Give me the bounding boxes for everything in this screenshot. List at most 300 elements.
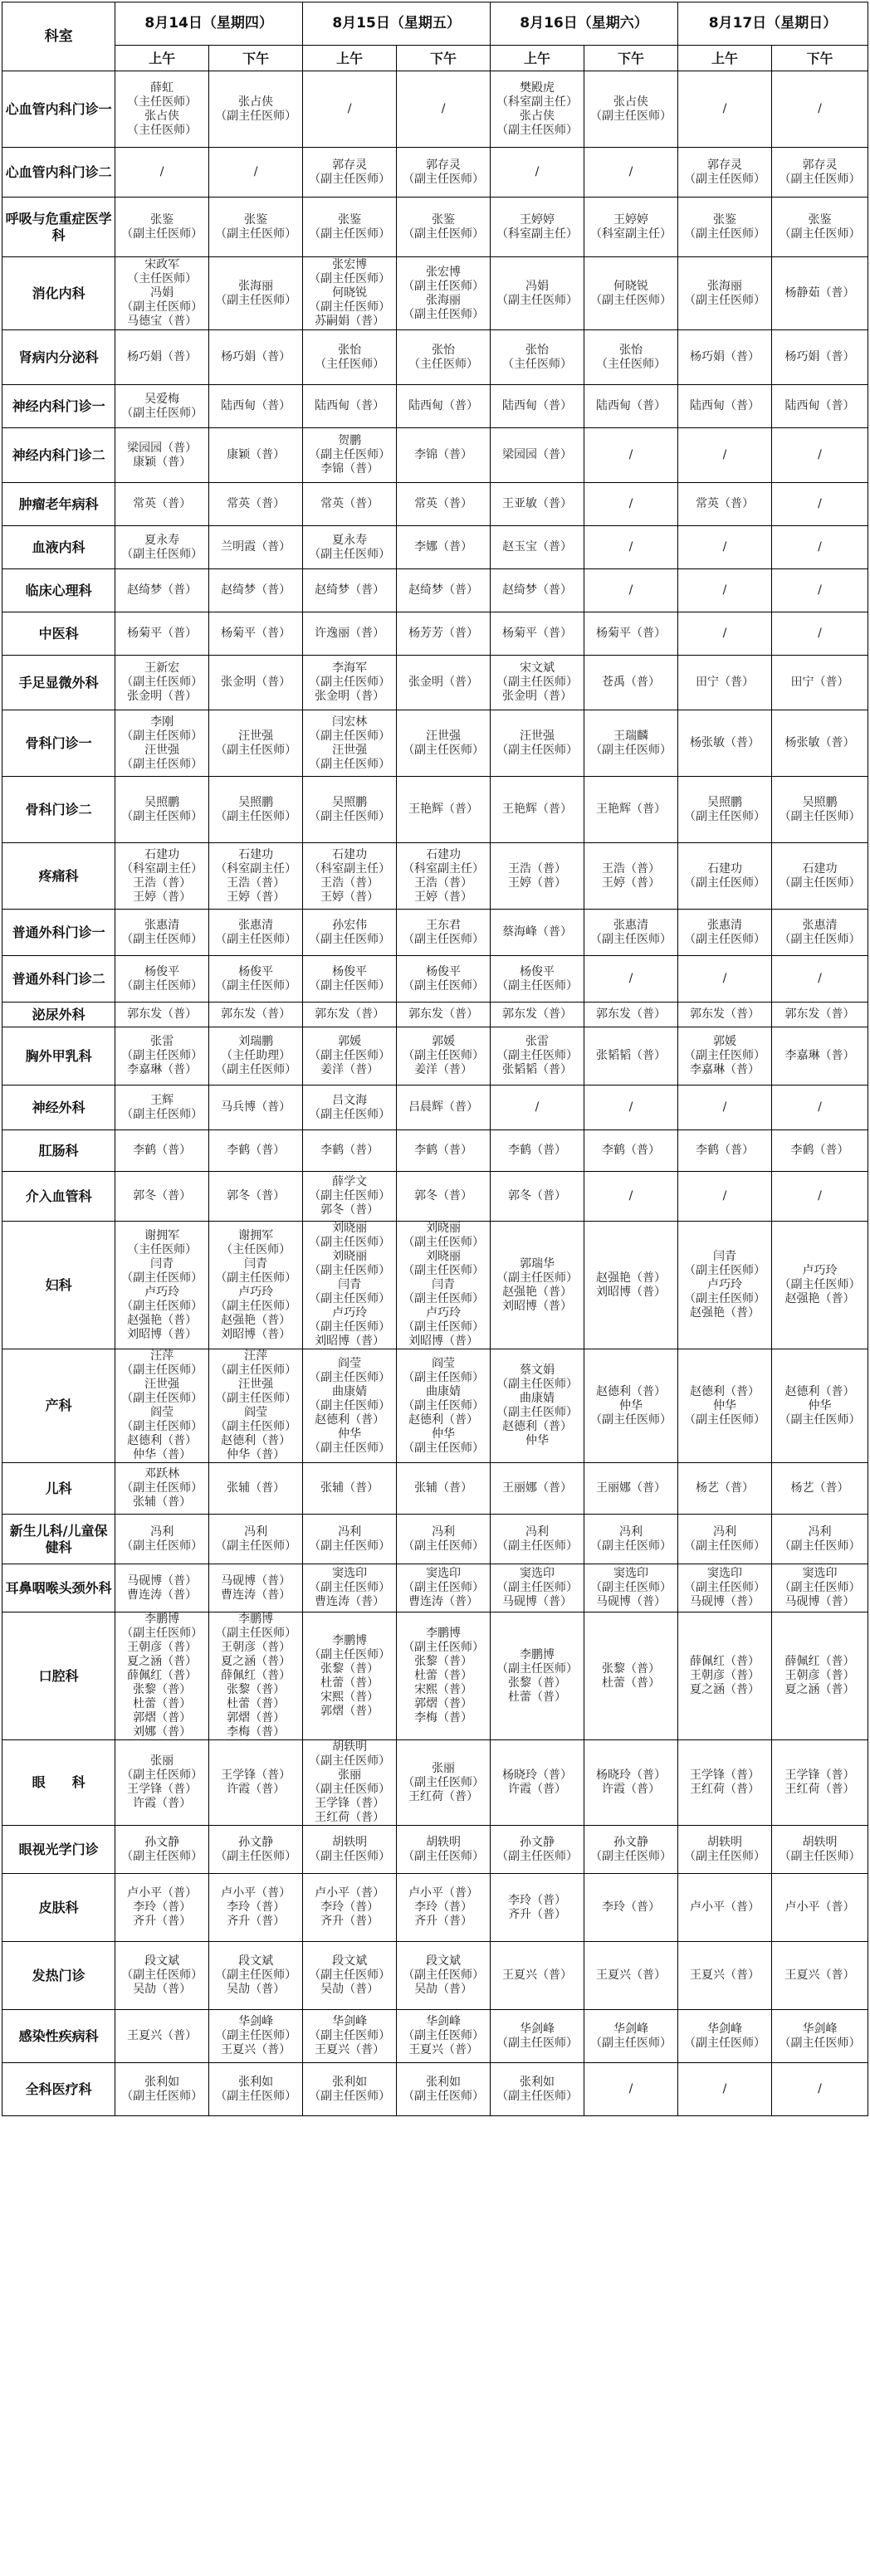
schedule-cell (115, 1349, 209, 1463)
schedule-cell: 王夏兴（普） (677, 1942, 771, 2010)
schedule-body (2, 71, 868, 2116)
cell-line: 段文斌 (426, 1954, 462, 1968)
schedule-cell: 田宁（普） (771, 656, 868, 710)
cell-line: 齐升（普） (414, 1915, 473, 1928)
schedule-cell: 杨艺（普） (677, 1463, 771, 1515)
schedule-cell (491, 2063, 584, 2116)
cell-line: 李玲（普） (320, 1900, 379, 1914)
cell-line: 马德宝（普） (127, 315, 198, 328)
schedule-cell (303, 2063, 397, 2116)
cell-line: （副主任医师） (590, 932, 672, 946)
cell-line: 卢小平（普） (315, 1886, 385, 1900)
schedule-cell: 郭东发（普） (584, 1003, 678, 1027)
cell-line: 阎莹 (244, 1406, 268, 1419)
cell-line: 曹连涛（普） (221, 1588, 291, 1602)
cell-line: （副主任医师） (215, 1969, 297, 1982)
schedule-cell (584, 843, 678, 910)
cell-line: 刘瑞鹏 (238, 1035, 274, 1048)
schedule-cell: 杨菊平（普） (209, 612, 303, 656)
cell-line: 汪世强 (332, 743, 368, 757)
schedule-cell: / (584, 526, 678, 569)
schedule-cell (115, 1942, 209, 2010)
schedule-cell: / (771, 2063, 868, 2116)
schedule-cell (677, 1027, 771, 1086)
cell-line: 刘昭博（普） (408, 1334, 479, 1348)
cell-line: 李海军 (332, 661, 368, 675)
schedule-cell (115, 910, 209, 956)
cell-line: 王浩（普） (320, 876, 379, 890)
schedule-cell: 王艳辉（普） (397, 777, 491, 843)
schedule-cell (209, 777, 303, 843)
cell-line: （副主任医师） (779, 876, 861, 890)
schedule-cell (303, 1826, 397, 1874)
cell-line: （副主任医师） (121, 1107, 203, 1121)
schedule-cell: 张辅（普） (397, 1463, 491, 1515)
cell-line: 马砚博（普） (784, 1595, 855, 1608)
schedule-cell (115, 777, 209, 843)
cell-line: 宋政军 (144, 258, 180, 271)
cell-line: 张丽 (150, 1754, 174, 1768)
cell-line: 梁园园（普） (127, 441, 198, 455)
cell-line: 张丽 (432, 1761, 456, 1775)
cell-line: （副主任医师） (309, 1189, 391, 1203)
cell-line: （副主任医师） (683, 876, 765, 890)
cell-line: 张怡 (432, 343, 456, 357)
cell-line: 谢拥军 (144, 1228, 180, 1242)
schedule-cell (209, 257, 303, 330)
cell-line: 王红荷（普） (689, 1783, 760, 1796)
cell-line: 李鹏博 (426, 1627, 462, 1640)
schedule-cell (584, 910, 678, 956)
cell-line: （副主任医师） (496, 1271, 579, 1285)
schedule-cell: 王艳辉（普） (584, 777, 678, 843)
cell-line: 胡轶明 (332, 1740, 368, 1754)
schedule-cell: 王艳辉（普） (491, 777, 584, 843)
department-cell: 普通外科门诊一 (2, 910, 115, 956)
cell-line: （主任医师） (221, 1242, 291, 1256)
schedule-cell: 郭东发（普） (677, 1003, 771, 1027)
cell-line: 冯利 (808, 1525, 832, 1539)
cell-line: 赵强艳（普） (689, 1306, 760, 1320)
cell-line: 康颖（普） (133, 455, 192, 469)
schedule-cell (397, 710, 491, 777)
table-row (2, 843, 868, 910)
cell-line: （副主任医师） (496, 1049, 579, 1062)
schedule-cell (771, 1349, 868, 1463)
cell-line: 王婷婷 (520, 212, 555, 227)
cell-line: （副主任医师） (683, 1412, 765, 1427)
cell-line: （副主任医师） (309, 1969, 391, 1982)
cell-line: 吴劼（普） (320, 1983, 379, 1996)
schedule-cell: 康颖（普） (209, 428, 303, 483)
schedule-cell (771, 1564, 868, 1612)
cell-line: 王东君 (426, 918, 462, 932)
cell-line: 刘晓丽 (332, 1222, 368, 1235)
cell-line: 仲华 (619, 1398, 643, 1412)
cell-line: 郭冬（普） (320, 1203, 379, 1217)
cell-line: （副主任医师） (215, 1364, 297, 1377)
cell-line: （副主任医师） (309, 1398, 391, 1412)
cell-line: 张韬韬（普） (502, 1063, 573, 1076)
cell-line: 张占侠 (144, 109, 180, 123)
cell-line: （副主任医师） (121, 676, 203, 689)
cell-line: 吴劼（普） (133, 1983, 192, 1996)
schedule-cell: / (771, 71, 868, 148)
cell-line: （副主任医师） (309, 1581, 391, 1594)
cell-line: 卢小平（普） (221, 1886, 291, 1900)
cell-line: 王新宏 (144, 661, 180, 675)
cell-line: 宋熙（普） (320, 1690, 379, 1704)
schedule-cell: / (677, 956, 771, 1003)
cell-line: （副主任医师） (683, 1581, 765, 1594)
cell-line: 赵德利（普） (315, 1412, 385, 1427)
schedule-cell (397, 1942, 491, 2010)
cell-line: 冯娟 (150, 286, 174, 300)
table-row (2, 1003, 868, 1027)
cell-line: （副主任医师） (309, 932, 391, 946)
cell-line: 汪世强 (238, 729, 274, 743)
schedule-cell: 田宁（普） (677, 656, 771, 710)
table-row (2, 910, 868, 956)
cell-line: 王辉 (150, 1093, 174, 1107)
cell-line: （副主任医师） (309, 978, 391, 993)
cell-line: 郭媛 (432, 1035, 456, 1048)
schedule-cell (397, 198, 491, 257)
table-row (2, 1086, 868, 1130)
schedule-cell (397, 1027, 491, 1086)
cell-line: （副主任医师） (309, 676, 391, 689)
cell-line: 薛佩红（普） (784, 1655, 855, 1668)
department-cell: 介入血管科 (2, 1172, 115, 1222)
department-cell: 皮肤科 (2, 1874, 115, 1942)
cell-line: （副主任医师） (121, 547, 203, 561)
schedule-cell: 常英（普） (677, 483, 771, 526)
cell-line: （副主任医师） (309, 1754, 391, 1768)
cell-line: （副主任医师） (309, 1370, 391, 1384)
schedule-cell: / (677, 2063, 771, 2116)
schedule-cell: / (771, 1172, 868, 1222)
schedule-cell: / (771, 956, 868, 1003)
cell-line: 张鉴 (338, 212, 362, 227)
schedule-cell (771, 777, 868, 843)
schedule-cell: 卢小平（普） (677, 1874, 771, 1942)
cell-line: 郭媛 (712, 1035, 736, 1048)
cell-line: 赵强艳（普） (221, 1313, 291, 1327)
cell-line: 何晓锐 (332, 286, 368, 300)
cell-line: 张丽 (338, 1769, 362, 1782)
cell-line: 蔡文娟 (520, 1364, 555, 1377)
cell-line: 王婷（普） (602, 876, 660, 890)
schedule-cell (397, 1874, 491, 1942)
schedule-cell (115, 1874, 209, 1942)
cell-line: 杜蕾（普） (414, 1669, 473, 1682)
cell-line: 张宏博 (332, 258, 368, 271)
cell-line: 薛佩红（普） (127, 1669, 198, 1682)
schedule-cell (491, 1564, 584, 1612)
cell-line: 卢巧玲 (144, 1285, 180, 1299)
cell-line: （科室副主任） (309, 861, 391, 876)
cell-line: 石建功 (426, 847, 462, 861)
cell-line: （副主任医师） (215, 978, 297, 993)
schedule-cell (115, 1826, 209, 1874)
cell-line: 石建功 (802, 861, 838, 876)
cell-line: 王朝彦（普） (221, 1641, 291, 1654)
department-cell: 眼 科 (2, 1740, 115, 1826)
cell-line: （副主任医师） (121, 1364, 203, 1377)
schedule-cell: / (677, 1172, 771, 1222)
table-row (2, 71, 868, 148)
table-row (2, 1172, 868, 1222)
cell-line: 杨俊平 (144, 964, 180, 978)
department-cell: 心血管内科门诊二 (2, 148, 115, 198)
cell-line: 赵德利（普） (408, 1412, 479, 1427)
schedule-cell: 杨艺（普） (771, 1463, 868, 1515)
schedule-cell (115, 1027, 209, 1086)
cell-line: （副主任医师） (683, 1049, 765, 1062)
cell-line: 郭熠（普） (227, 1711, 286, 1725)
cell-line: （副主任医师） (309, 729, 391, 743)
schedule-cell (303, 428, 397, 483)
schedule-cell (209, 198, 303, 257)
cell-line: 冯利 (432, 1525, 456, 1539)
schedule-cell: / (771, 428, 868, 483)
cell-line: 张怡 (525, 343, 550, 357)
cell-line: （副主任医师） (403, 1049, 485, 1062)
cell-line: 吴照鹏 (802, 795, 838, 809)
cell-line: （副主任医师） (779, 1278, 861, 1291)
schedule-cell: / (677, 526, 771, 569)
schedule-cell: 李锦（普） (397, 428, 491, 483)
cell-line: （副主任医师） (590, 2036, 672, 2050)
cell-line: 张黎（普） (227, 1683, 286, 1696)
cell-line: 张利如 (520, 2075, 555, 2089)
table-row (2, 2063, 868, 2116)
schedule-cell (209, 956, 303, 1003)
cell-line: 华剑峰 (613, 2022, 648, 2036)
cell-line: 冯利 (150, 1525, 174, 1539)
cell-line: （副主任医师） (121, 757, 203, 771)
department-cell: 呼吸与危重症医学科 (2, 198, 115, 257)
cell-line: 马砚博（普） (596, 1595, 666, 1608)
cell-line: 王瑞麟 (613, 729, 648, 743)
cell-line: 李嘉琳（普） (689, 1063, 760, 1076)
schedule-cell (584, 198, 678, 257)
schedule-cell: 李鹤（普） (209, 1130, 303, 1172)
schedule-cell (491, 656, 584, 710)
schedule-cell: / (771, 1086, 868, 1130)
department-cell: 骨科门诊一 (2, 710, 115, 777)
schedule-cell: 杨巧娟（普） (677, 330, 771, 385)
department-cell: 发热门诊 (2, 1942, 115, 2010)
schedule-cell (303, 1027, 397, 1086)
cell-line: （副主任医师） (309, 757, 391, 771)
schedule-cell (209, 1942, 303, 2010)
cell-line: 李玲（普） (227, 1900, 286, 1914)
cell-line: （副主任医师） (496, 1539, 579, 1553)
cell-line: 王学锋（普） (689, 1769, 760, 1782)
schedule-cell (303, 1942, 397, 2010)
cell-line: 卢巧玲 (802, 1264, 838, 1277)
cell-line: 张利如 (144, 2075, 180, 2089)
cell-line: （副主任医师） (403, 1775, 485, 1789)
cell-line: 杜蕾（普） (227, 1697, 286, 1710)
schedule-cell: / (491, 1086, 584, 1130)
schedule-cell: 郭东发（普） (115, 1003, 209, 1027)
cell-line: 杨俊平 (238, 964, 274, 978)
cell-line: 窦选印 (332, 1567, 368, 1580)
schedule-cell (491, 1027, 584, 1086)
schedule-cell: 王夏兴（普） (584, 1942, 678, 2010)
cell-line: （副主任医师） (215, 1392, 297, 1405)
schedule-cell: / (584, 483, 678, 526)
date-header: 8月15日（星期五） (303, 2, 491, 46)
cell-line: （副主任医师） (215, 293, 297, 307)
cell-line: 张怡 (338, 343, 362, 357)
cell-line: （副主任医师） (496, 2089, 579, 2103)
pm-header: 下午 (584, 46, 678, 71)
cell-line: （副主任医师） (309, 809, 391, 823)
cell-line: 杜蕾（普） (602, 1676, 660, 1690)
cell-line: 卢巧玲 (332, 1306, 368, 1320)
cell-line: （副主任医师） (779, 227, 861, 241)
schedule-cell: / (209, 148, 303, 198)
cell-line: 阎莹 (432, 1356, 456, 1370)
cell-line: 马砚博（普） (221, 1573, 291, 1588)
cell-line: 樊殿虎 (520, 80, 555, 95)
schedule-cell: 郭东发（普） (397, 1003, 491, 1027)
cell-line: 张雷 (150, 1035, 174, 1048)
cell-line: （副主任医师） (403, 1441, 485, 1455)
cell-line: 杨晓玲（普） (502, 1769, 573, 1782)
schedule-cell: 常英（普） (209, 483, 303, 526)
cell-line: 张鉴 (808, 212, 832, 227)
cell-line: （副主任医师） (309, 1441, 391, 1455)
table-row (2, 1826, 868, 1874)
department-cell: 神经内科门诊二 (2, 428, 115, 483)
cell-line: （副主任医师） (121, 1769, 203, 1782)
cell-line: 胡轶明 (332, 1835, 368, 1849)
cell-line: 郭存灵 (332, 158, 368, 172)
cell-line: 曲康婧 (426, 1384, 462, 1398)
schedule-cell (303, 1874, 397, 1942)
cell-line: （副主任医师） (403, 1849, 485, 1863)
cell-line: （副主任医师） (683, 2036, 765, 2050)
schedule-cell: 张韬韬（普） (584, 1027, 678, 1086)
schedule-cell (209, 1515, 303, 1564)
cell-line: 张占侠 (520, 109, 555, 123)
schedule-cell (115, 656, 209, 710)
cell-line: （副主任医师） (121, 300, 203, 314)
schedule-cell (209, 1874, 303, 1942)
table-row (2, 1349, 868, 1463)
schedule-cell: 张辅（普） (303, 1463, 397, 1515)
schedule-cell (677, 2010, 771, 2063)
schedule-cell (303, 1612, 397, 1740)
cell-line: 仲华（普） (227, 1448, 286, 1461)
cell-line: （副主任医师） (496, 1849, 579, 1863)
department-cell: 普通外科门诊二 (2, 956, 115, 1003)
cell-line: 华剑峰 (706, 2022, 742, 2036)
cell-line: 闫宏林 (332, 715, 368, 729)
schedule-cell: 郭冬（普） (115, 1172, 209, 1222)
cell-line: 张惠清 (613, 918, 648, 932)
schedule-cell: 马兵博（普） (209, 1086, 303, 1130)
schedule-cell: / (584, 428, 678, 483)
cell-line: （副主任医师） (683, 1264, 765, 1277)
cell-line: 马砚博（普） (689, 1595, 760, 1608)
department-cell: 胸外甲乳科 (2, 1027, 115, 1086)
schedule-cell (303, 910, 397, 956)
schedule-cell (397, 1612, 491, 1740)
table-row (2, 1027, 868, 1086)
cell-line: 冯利 (244, 1525, 268, 1539)
schedule-cell: 杨菊平（普） (115, 612, 209, 656)
table-row (2, 710, 868, 777)
cell-line: （副主任医师） (779, 1539, 861, 1553)
cell-line: 仲华 (808, 1398, 832, 1412)
cell-line: 阎莹 (150, 1406, 174, 1419)
schedule-cell (677, 1349, 771, 1463)
schedule-cell (303, 1515, 397, 1564)
schedule-cell (677, 198, 771, 257)
schedule-cell: 陆西甸（普） (677, 385, 771, 428)
schedule-cell (115, 71, 209, 148)
cell-line: 刘昭博（普） (502, 1299, 573, 1313)
schedule-cell: 陆西甸（普） (397, 385, 491, 428)
cell-line: 卢巧玲 (706, 1278, 742, 1291)
schedule-cell: / (397, 71, 491, 148)
cell-line: 汪世强 (144, 743, 180, 757)
cell-line: （副主任医师） (403, 1264, 485, 1277)
schedule-cell: 梁园园（普） (491, 428, 584, 483)
cell-line: 张金明（普） (502, 690, 573, 703)
schedule-cell: / (584, 956, 678, 1003)
date-header: 8月16日（星期六） (491, 2, 678, 46)
schedule-cell: 常英（普） (303, 483, 397, 526)
cell-line: 郭存灵 (706, 158, 742, 172)
schedule-cell: 王夏兴（普） (771, 1942, 868, 2010)
cell-line: 郭瑞华 (520, 1256, 555, 1271)
cell-line: 闫青 (244, 1256, 268, 1271)
cell-line: 张金明（普） (127, 690, 198, 703)
cell-line: 王夏兴（普） (408, 2043, 479, 2056)
schedule-cell (771, 1222, 868, 1349)
schedule-cell (115, 1222, 209, 1349)
schedule-cell: 张金明（普） (209, 656, 303, 710)
schedule-cell (397, 1349, 491, 1463)
cell-line: （副主任医师） (683, 227, 765, 241)
cell-line: 仲华 (432, 1427, 456, 1441)
schedule-cell (491, 956, 584, 1003)
cell-line: 赵强艳（普） (596, 1271, 666, 1285)
schedule-cell (209, 2063, 303, 2116)
cell-line: （副主任医师） (309, 1049, 391, 1062)
cell-line: （副主任医师） (309, 448, 391, 461)
schedule-cell (115, 198, 209, 257)
cell-line: 吴照鹏 (706, 795, 742, 809)
cell-line: 冯娟 (525, 279, 550, 293)
cell-line: 孙文静 (144, 1835, 180, 1849)
schedule-cell: 杨菊平（普） (584, 612, 678, 656)
schedule-cell (115, 1463, 209, 1515)
schedule-cell (491, 1874, 584, 1942)
schedule-cell (397, 910, 491, 956)
schedule-cell (209, 910, 303, 956)
cell-line: 李梅（普） (414, 1711, 473, 1725)
schedule-cell (397, 1515, 491, 1564)
cell-line: 姜洋（普） (320, 1063, 379, 1076)
cell-line: （副主任医师） (121, 1539, 203, 1553)
